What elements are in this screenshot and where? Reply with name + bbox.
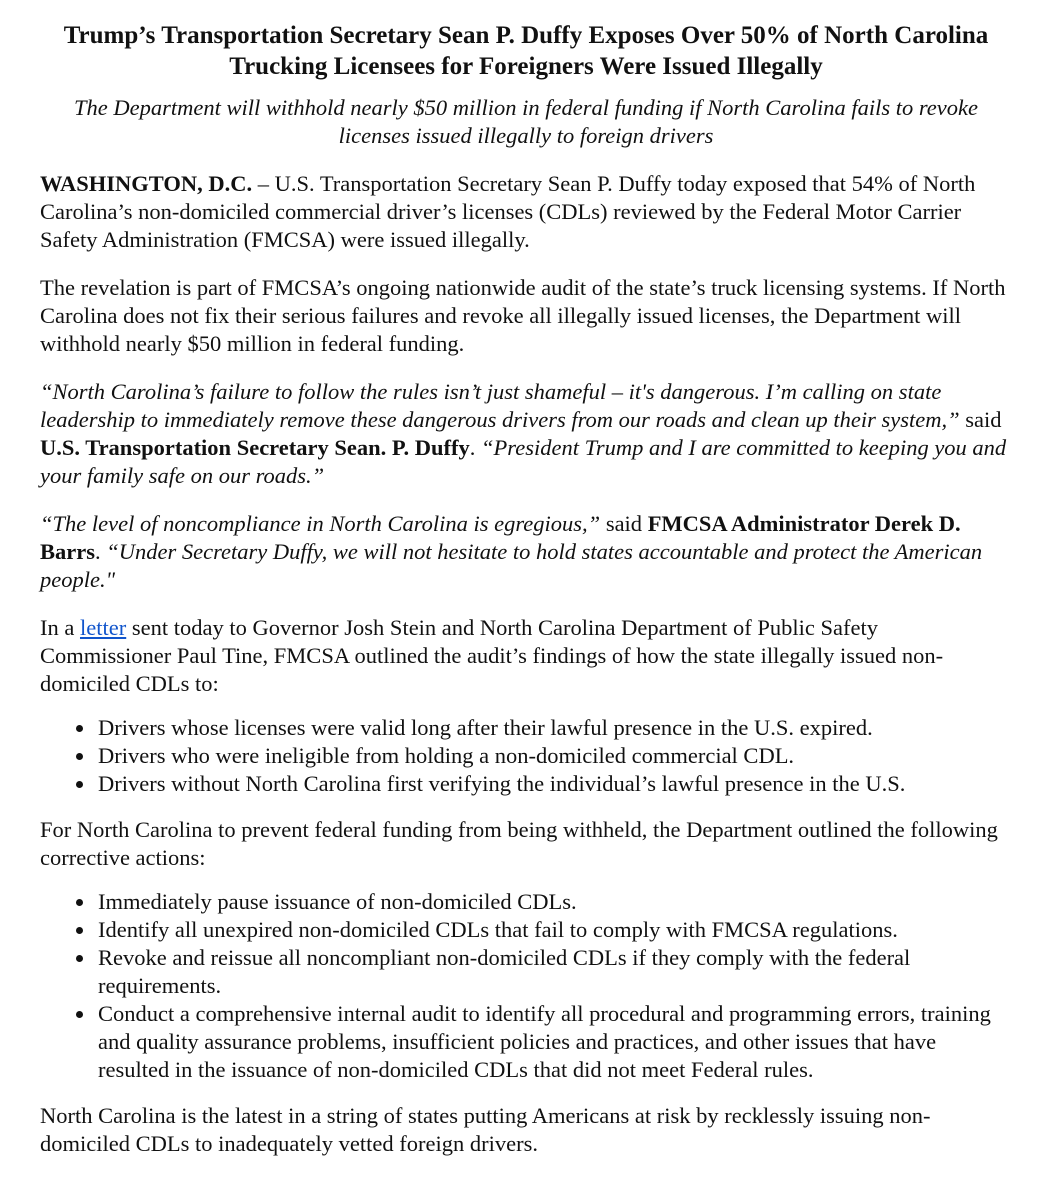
duffy-quote-paragraph bbox=[40, 378, 1012, 490]
period-text: . bbox=[95, 539, 107, 564]
subheadline bbox=[40, 94, 1012, 150]
barrs-quote-part-2: “Under Secretary Duffy, we will not hesitate to hold states accountable and protect the American people." bbox=[40, 539, 983, 592]
letter-paragraph-after: sent today to Governor Josh Stein and North Carolina Department of Public Safety Commissioner Paul Tine, FMCSA outlined the audit’s findings of how the state illegally issued non-domiciled CDLs to: bbox=[40, 615, 944, 696]
audit-paragraph: The revelation is part of FMCSA’s ongoing nationwide audit of the state’s truck licensing systems. If North Carolina does not fix their serious failures and revoke all illegally issued licenses, the Department will withhold nearly $50 million in federal funding. bbox=[40, 275, 1006, 356]
said-text: said bbox=[600, 511, 648, 536]
findings-list bbox=[40, 714, 1012, 798]
closing-paragraph: North Carolina is the latest in a string of states putting Americans at risk by recklessly issuing non-domiciled CDLs to inadequately vetted foreign drivers. bbox=[40, 1103, 931, 1156]
duffy-speaker: U.S. Transportation Secretary Sean. P. Duffy bbox=[40, 435, 470, 460]
list-item: • Identify all unexpired non-domiciled CDLs that fail to comply with FMCSA regulations. bbox=[96, 916, 1012, 944]
dateline: WASHINGTON, D.C. bbox=[40, 171, 253, 196]
headline-line-1: Trump’s Transportation Secretary Sean P. Duffy Exposes Over 50% of North Carolina bbox=[63, 22, 989, 49]
actions-intro-paragraph: For North Carolina to prevent federal funding from being withheld, the Department outlined the following corrective actions: bbox=[40, 817, 998, 870]
lead-paragraph bbox=[40, 170, 1012, 254]
lead-paragraph-text: – U.S. Transportation Secretary Sean P. Duffy today exposed that 54% of North Carolina’s non-domiciled commercial driver’s licenses (CDLs) reviewed by the Federal Motor Carrier Safety Administration (FMCSA) were issued illegally. bbox=[40, 171, 976, 252]
list-item: • Drivers who were ineligible from holding a non-domiciled commercial CDL. bbox=[96, 742, 1012, 770]
list-item: • Drivers without North Carolina first verifying the individual’s lawful presence in the U.S. bbox=[96, 770, 1012, 798]
list-item: • Conduct a comprehensive internal audit to identify all procedural and programming errors, training and quality assurance problems, insufficient policies and practices, and other issues that have resulted in the issuance of non-domiciled CDLs that did not meet Federal rules. bbox=[96, 1000, 1012, 1084]
subheadline-line-1: The Department will withhold nearly $50 million in federal funding if North Carolina fails to revoke bbox=[74, 95, 978, 120]
duffy-quote-part-1: “North Carolina’s failure to follow the rules isn’t just shameful – it's dangerous. I’m calling on state leadership to immediately remove these dangerous drivers from our roads and clean up their system,” bbox=[40, 379, 960, 432]
list-item: • Immediately pause issuance of non-domiciled CDLs. bbox=[96, 888, 1012, 916]
period-text: . bbox=[469, 435, 482, 460]
subheadline-line-2: licenses issued illegally to foreign drivers bbox=[338, 123, 714, 148]
barrs-quote-part-1: “The level of noncompliance in North Carolina is egregious,” bbox=[40, 511, 601, 536]
list-item: • Revoke and reissue all noncompliant non-domiciled CDLs if they comply with the federal requirements. bbox=[96, 944, 1012, 1000]
corrective-actions-list bbox=[40, 888, 1012, 1084]
letter-link[interactable]: letter bbox=[79, 615, 127, 640]
barrs-quote-paragraph bbox=[40, 510, 1012, 594]
headline-line-2: Trucking Licensees for Foreigners Were Issued Illegally bbox=[229, 53, 823, 80]
duffy-quote-part-2: “President Trump and I are committed to keeping you and your family safe on our roads.” bbox=[40, 435, 1007, 488]
headline bbox=[40, 20, 1012, 82]
said-text: said bbox=[959, 407, 1002, 432]
barrs-speaker: FMCSA Administrator Derek D. Barrs bbox=[40, 511, 961, 564]
letter-paragraph bbox=[40, 614, 1012, 698]
letter-paragraph-before: In a bbox=[40, 615, 80, 640]
list-item: • Drivers whose licenses were valid long after their lawful presence in the U.S. expired. bbox=[96, 714, 1012, 742]
